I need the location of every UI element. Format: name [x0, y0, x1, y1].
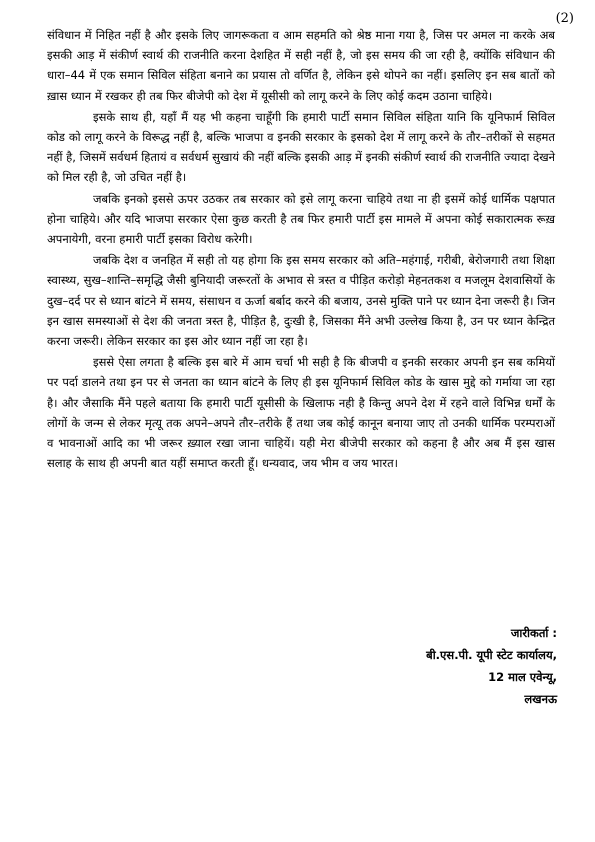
- paragraph-1: संविधान में निहित नहीं है और इसके लिए जागरूकता व आम सहमति को श्रेष्ठ माना गया है, जिस पर अमल ना करके अब इसकी आड़ में संकीर्ण स्वार्थ की राजनीति करना देशहित में सही नहीं है, जो इस समय की जा रही है, क्योंकि संविधान की धारा–44 में एक समान सिविल संहिता बनाने का प्रयास तो वर्णित है, लेकिन इसे थोपने का नहीं। इसलिए इन सब बातों को ख़ास ध्यान में रखकर ही तब फिर बीजेपी को देश में यूसीसी को लागू करने के लिए कोई कदम उठाना चाहिये।: [47, 28, 555, 103]
- issued-by-label: जारीकर्ता :: [510, 626, 557, 640]
- paragraph-4: जबकि देश व जनहित में सही तो यह होगा कि इस समय सरकार को अति–महंगाई, गरीबी, बेरोजगारी तथा शिक्षा स्वास्थ्य, सुख–शान्ति–समृद्धि जैसी बुनियादी जरूरतों के अभाव से त्रस्त व पीड़ित करोड़ो मेहनतकश व मजलूम देशवासियों के दुख–दर्द पर से ध्यान बांटने में समय, संसाधन व ऊर्जा बर्बाद करने की बजाय, उनसे मुक्ति पाने पर ध्यान देना जरूरी है। जिन इन खास समस्याओं से देश की जनता त्रस्त है, पीड़ित है, दुःखी है, जिसका मैंने अभी उल्लेख किया है, उन पर ध्यान केन्द्रित करना जरूरी। लेकिन सरकार का इस ओर ध्यान नहीं जा रहा है।: [47, 253, 555, 349]
- signature-block: [426, 622, 557, 710]
- paragraph-5: इससे ऐसा लगता है बल्कि इस बारे में आम चर्चा भी सही है कि बीजपी व इनकी सरकार अपनी इन सब कमियों पर पर्दा डालने तथा इन पर से जनता का ध्यान बांटने के लिए ही इस यूनिफार्म सिविल कोड के खास मुद्दे को गर्माया जा रहा है। और जैसाकि मैंने पहले बताया कि हमारी पार्टी यूसीसी के खिलाफ नही है किन्तु अपने देश में रहने वाले विभिन्न धर्मों के लोगों के जन्म से लेकर मृत्यू तक अपने–अपने तौर–तरीके हैं तथा जब कोई कानून बनाया जाए तो उनकी धार्मिक परम्पराओं व भावनाओं आदि का भी जरूर ख़्याल रखा जाना चाहियें। यही मेरा बीजेपी सरकार को कहना है और अब मैं इस खास सलाह के साथ ही अपनी बात यहीं समाप्त करती हूँ। धन्यवाद, जय भीम व जय भारत।: [47, 355, 555, 471]
- office-address: 12 माल एवेन्यू,: [488, 670, 557, 684]
- office-city: लखनऊ: [524, 692, 557, 706]
- issuing-office: बी.एस.पी. यूपी स्टेट कार्यालय,: [426, 648, 557, 662]
- paragraph-2: इसके साथ ही, यहाँ मैं यह भी कहना चाहूँगी कि हमारी पार्टी समान सिविल संहिता यानि कि यूनिफार्म सिविल कोड को लागू करने के विरूद्ध नहीं है, बल्कि भाजपा व इनकी सरकार के इसको देश में लागू करने के तौर–तरीकों से सहमत नहीं है, जिसमें सर्वधर्म हितायं व सर्वधर्म सुखायं की नहीं बल्कि इसकी आड़ में इनकी संकीर्ण स्वार्थ की राजनीति ज्यादा देखने को मिल रही है, जो उचित नहीं है।: [47, 109, 555, 185]
- paragraph-3: जबकि इनको इससे ऊपर उठकर तब सरकार को इसे लागू करना चाहिये तथा ना ही इसमें कोई धार्मिक पक्षपात होना चाहिये। और यदि भाजपा सरकार ऐसा कुछ करती है तब फिर हमारी पार्टी इस मामले में अपना कोई सकारात्मक रूख़ अपनायेगी, वरना हमारी पार्टी इसका विरोध करेगी।: [47, 191, 555, 247]
- document-body: [47, 25, 555, 474]
- page-number: (2): [555, 11, 574, 26]
